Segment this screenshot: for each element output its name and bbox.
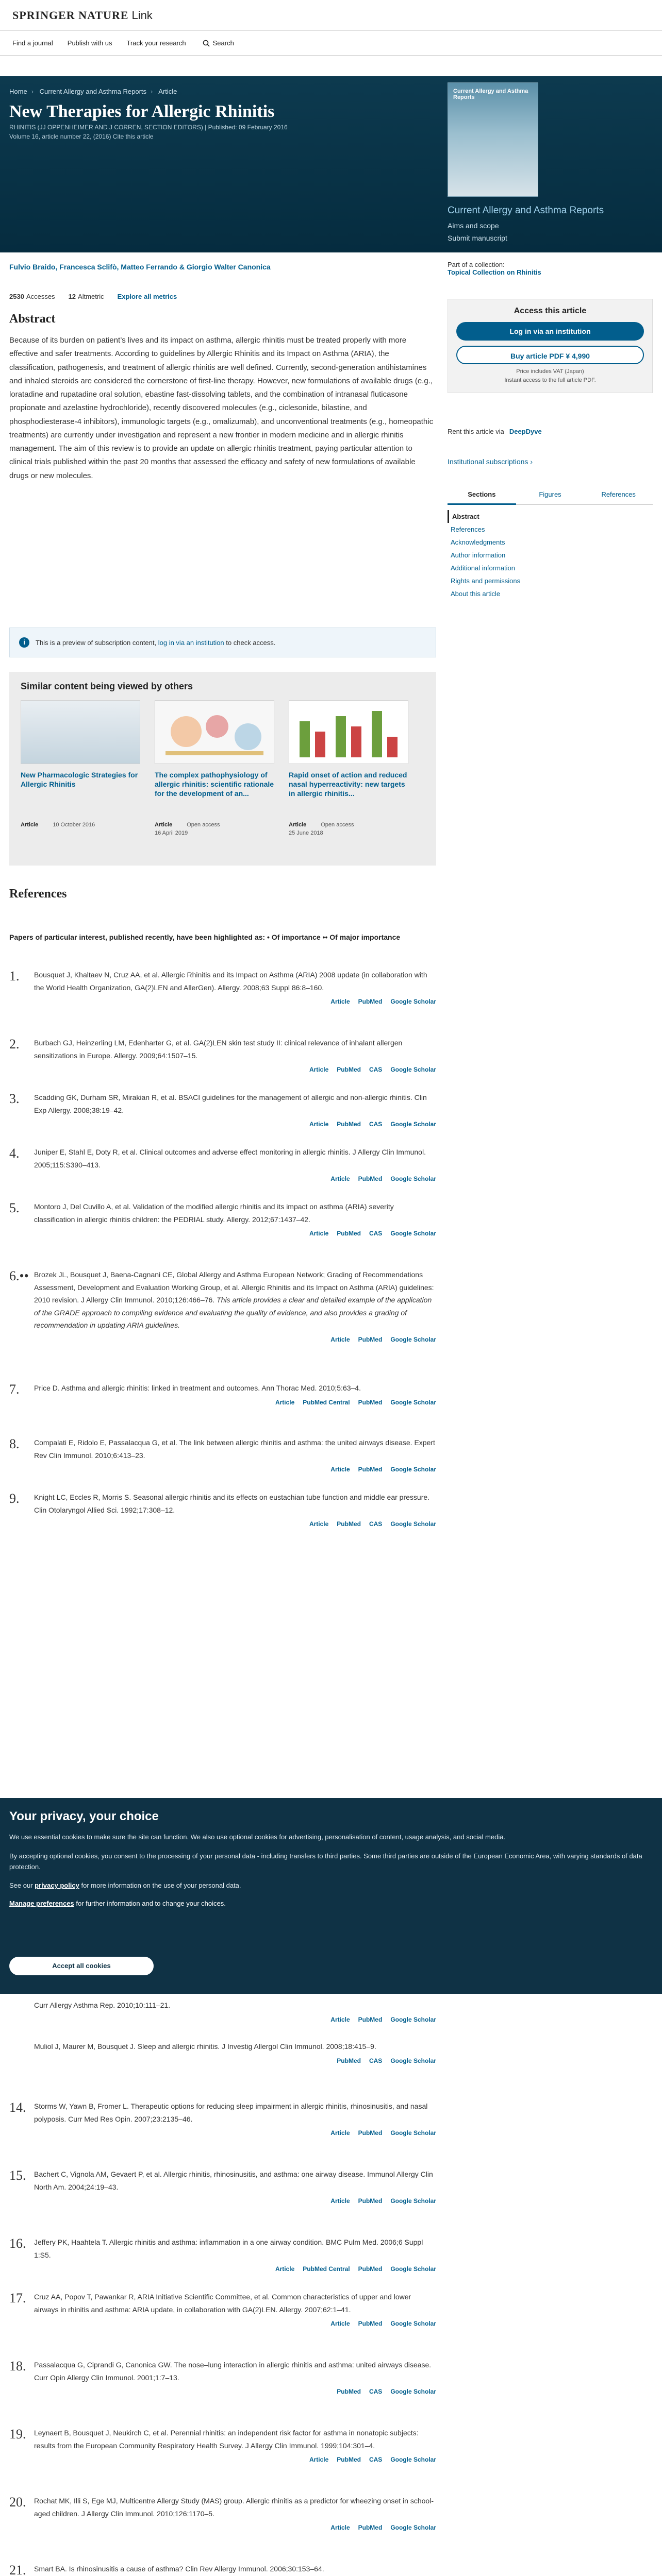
ref-scholar-link[interactable]: Google Scholar [390,2265,436,2273]
ref-scholar-link[interactable]: Google Scholar [390,1335,436,1343]
tab-sections[interactable]: Sections [448,485,516,505]
reference-item: Muliol J, Maurer M, Bousquet J. Sleep and allergic rhinitis. J Investig Allergol Clin Immunol. 2008;18:415–9. PubMed CAS Google Scholar [34,2042,436,2064]
institution-login-button[interactable]: Log in via an institution [456,322,644,341]
explore-metrics-link[interactable]: Explore all metrics [117,293,177,300]
reference-item: 19. Leynaert B, Bousquet J, Neukirch C, et al. Perennial rhinitis: an independent risk factor for asthma in nonatopic subjects: results from the European Community Respiratory Health Survey. J Allergy Clin Immunol. 1999;104:301–4. Article PubMed CAS Google Scholar [9,2427,436,2463]
ref-pubmed-link[interactable]: PubMed [358,2524,383,2531]
ref-scholar-link[interactable]: Google Scholar [390,2388,436,2395]
reference-item: Curr Allergy Asthma Rep. 2010;10:111–21. Article PubMed Google Scholar [34,2001,436,2023]
ref-scholar-link[interactable]: Google Scholar [390,2456,436,2463]
search-button[interactable] [203,39,249,47]
cover-title: Current Allergy and Asthma Reports [453,88,528,100]
author-list[interactable]: Fulvio Braido, Francesca Sclifò, Matteo Ferrando & Giorgio Walter Canonica [9,263,271,271]
ref-article-link[interactable]: Article [330,2129,350,2137]
ref-scholar-link[interactable]: Google Scholar [390,2320,436,2327]
price-note: Price includes VAT (Japan) [516,368,584,375]
ref-scholar-link[interactable]: Google Scholar [390,1175,436,1182]
ref-cas-link[interactable]: CAS [369,1066,383,1073]
submit-manuscript-link[interactable]: Submit manuscript [448,234,507,242]
reference-item: 21. Smart BA. Is rhinosinusitis a cause of asthma? Clin Rev Allergy Immunol. 2006;30:153–64. [9,2563,324,2576]
toc-about-article[interactable]: About this article [451,590,501,598]
article-meta-2[interactable]: Volume 16, article number 22, (2016) Cite this article [9,133,154,140]
breadcrumb: Home › Current Allergy and Asthma Reports › Article [9,88,177,95]
reference-item: 20. Rochat MK, Illi S, Ege MJ, Multicentre Allergy Study (MAS) group. Allergic rhinitis as a predictor for wheezing onset in school-aged children. J Allergy Clin Immunol. 2010;126:1170–5. Article PubMed Google Scholar [9,2495,436,2531]
reference-item: 2. Burbach GJ, Heinzerling LM, Edenharter G, et al. GA(2)LEN skin test study II: clinical relevance of inhalant allergen sensitizations in Europe. Allergy. 2009;64:1507–15. Article PubMed CAS Google Scholar [9,1037,436,1073]
institution-login-link[interactable]: log in via an institution [158,638,224,647]
breadcrumb-article: Article [158,88,177,95]
card-title[interactable]: The complex pathophysiology of allergic rhinitis: scientific rationale for the development of an... [155,771,274,798]
nav-track-research[interactable]: Track your research [126,39,186,47]
ref-scholar-link[interactable]: Google Scholar [390,1066,436,1073]
ref-pubmed-link[interactable]: PubMed [358,2197,383,2205]
buy-pdf-button[interactable]: Buy article PDF ¥ 4,990 [456,346,644,364]
breadcrumb-home[interactable]: Home [9,88,27,95]
ref-scholar-link[interactable]: Google Scholar [390,998,436,1005]
card-type: Article [289,822,307,828]
instant-access-note: Instant access to the full article PDF. [504,377,596,383]
ref-pubmed-link[interactable]: PubMed [337,1230,361,1237]
tab-references[interactable]: References [601,490,636,498]
ref-pubmed-link[interactable]: PubMed [358,2015,383,2023]
ref-cas-link[interactable]: CAS [369,2057,383,2064]
card-date: 10 October 2016 [53,822,95,828]
ref-pmc-link[interactable]: PubMed Central [303,2265,350,2273]
references-heading: References [9,887,67,901]
ref-pubmed-link[interactable]: PubMed [358,2265,383,2273]
ref-article-link[interactable]: Article [309,1230,329,1237]
sidebar-tabs [448,485,653,505]
toc-references[interactable]: References [451,526,485,533]
ref-article-link[interactable]: Article [330,2320,350,2327]
reference-item: 7. Price D. Asthma and allergic rhinitis: linked in treatment and outcomes. Ann Thorac Med. 2010;5:63–4. Article PubMed Central PubMed Google Scholar [9,1382,436,1406]
ref-article-link[interactable]: Article [330,2197,350,2205]
card-thumbnail [21,700,140,764]
cookie-title: Your privacy, your choice [9,1809,159,1823]
reference-item: 9. Knight LC, Eccles R, Morris S. Seasonal allergic rhinitis and its effects on eustachian tube function and middle ear pressure. Clin Otolaryngol Allied Sci. 1992;17:308–12. Article PubMed CAS Google Scholar [9,1491,436,1528]
privacy-policy-link[interactable]: privacy policy [35,1882,79,1890]
ref-cas-link[interactable]: CAS [369,2456,383,2463]
search-label: Search [212,39,234,47]
ref-pubmed-link[interactable]: PubMed [358,1398,383,1406]
cookie-banner [0,1798,662,1994]
ref-article-link[interactable]: Article [275,2265,295,2273]
rent-article [448,428,653,435]
ref-scholar-link[interactable]: Google Scholar [390,1398,436,1406]
ref-article-link[interactable]: Article [309,1121,329,1128]
cookie-text-1: We use essential cookies to make sure the site can function. We also use optional cookies for advertising, personalisation of content, usage analysis, and social media. [9,1833,506,1841]
reference-item: 17. Cruz AA, Popov T, Pawankar R, ARIA Initiative Scientific Committee, et al. Common characteristics of upper and lower airways in rhinitis and asthma: ARIA update, in collaboration with GA(2)LEN. Allergy. 2007;62:1–41. Article PubMed Google Scholar [9,2291,436,2327]
collection-info [448,261,653,276]
preview-suffix: to check access. [226,638,276,647]
chevron-right-icon: › [530,457,533,466]
reference-item: 3. Scadding GK, Durham SR, Mirakian R, et al. BSACI guidelines for the management of allergic and non-allergic rhinitis. Clin Exp Allergy. 2008;38:19–42. Article PubMed CAS Google Scholar [9,1091,436,1128]
ref-pubmed-link[interactable]: PubMed [358,998,383,1005]
toc-abstract[interactable]: Abstract [448,510,653,523]
ref-article-link[interactable]: Article [330,2015,350,2023]
ref-scholar-link[interactable]: Google Scholar [390,2129,436,2137]
ref-article-link[interactable]: Article [330,1466,350,1473]
ref-pubmed-link[interactable]: PubMed [337,1520,361,1528]
ref-article-link[interactable]: Article [309,1066,329,1073]
ref-scholar-link[interactable]: Google Scholar [390,1121,436,1128]
ref-article-link[interactable]: Article [330,2524,350,2531]
search-icon [203,40,210,47]
ref-article-link[interactable]: Article [330,1175,350,1182]
ref-cas-link[interactable]: CAS [369,1520,383,1528]
similar-card[interactable] [289,700,408,836]
card-title[interactable]: New Pharmacologic Strategies for Allergic Rhinitis [21,771,138,789]
tab-figures[interactable]: Figures [539,490,561,498]
bar-figure-icon [289,701,408,764]
ref-article-link[interactable]: Article [309,2456,329,2463]
ref-pubmed-link[interactable]: PubMed [358,2320,383,2327]
abstract-text: Because of its burden on patient’s lives and its impact on asthma, allergic rhinitis must be treated properly with more effective and safer treatments. According to guidelines by Allergic Rhinitis and its Impact on Asthma (ARIA), the classification, pathogenesis, and treatment of allergic rhinitis are well defined. Currently, second-generation antihistamines and inhaled steroids are considered the cornerstone of first-line therapy. However, new formulations of available drugs (e.g., loratadine and rupatadine oral solution, ebastine fast-dissolving tablets, and the combination of intranasal fluticasone propionate and azelastine hydrochloride), recently discovered molecules (e.g., ciclesonide, bilastine, and phosphodiesterase-4 inhibitors), immunologic targets (e.g., omalizumab), and unconventional treatments (e.g., homeopathic treatments) are currently under investigation and represent a new frontier in modern medicine and in allergic rhinitis management. The aim of this review is to provide an update on allergic rhinitis treatment, paying particular attention to clinical trials published within the past 20 months that assessed the efficacy and safety of new formulations of available drugs or new molecules. [9,336,434,480]
ref-pubmed-link[interactable]: PubMed [337,1121,361,1128]
brand-link-word: Link [131,8,153,22]
card-thumbnail [155,700,274,764]
ref-pubmed-link[interactable]: PubMed [358,1175,383,1182]
journal-cover[interactable] [448,82,538,197]
table-of-contents [448,510,653,600]
reference-item: 16. Jeffery PK, Haahtela T. Allergic rhinitis and asthma: inflammation in a one airway condition. BMC Pulm Med. 2006;6 Suppl 1:S5. Article PubMed Central PubMed Google Scholar [9,2236,436,2273]
cookie-text-3: See our privacy policy for more information on the use of your personal data. [9,1882,241,1890]
card-date: 25 June 2018 [289,830,323,836]
ref-article-link[interactable]: Article [309,1520,329,1528]
altmetric-metric: 12 Altmetric [68,293,104,300]
references-note: Papers of particular interest, published recently, have been highlighted as: • Of importance •• Of major importance [9,933,401,941]
reference-item: 5. Montoro J, Del Cuvillo A, et al. Validation of the modified allergic rhinitis and its impact on asthma (ARIA) severity classification in allergic rhinitis children: the PEDRIAL study. Allergy. 2012;67:1437–42. Article PubMed CAS Google Scholar [9,1200,436,1237]
breadcrumb-journal[interactable]: Current Allergy and Asthma Reports [39,88,147,95]
info-icon: i [19,637,29,648]
reference-item: 4. Juniper E, Stahl E, Doty R, et al. Clinical outcomes and adverse effect monitoring in allergic rhinitis. J Allergy Clin Immunol. 2005;115:S390–413. Article PubMed Google Scholar [9,1146,436,1182]
ref-cas-link[interactable]: CAS [369,1230,383,1237]
similar-content [9,672,436,866]
access-box [448,299,653,393]
abstract-heading: Abstract [9,312,56,326]
card-title[interactable]: Rapid onset of action and reduced nasal hyperreactivity: new targets in allergic rhinitis... [289,771,407,798]
card-access: Open access [187,822,220,828]
preview-text: This is a preview of subscription content, [36,638,157,647]
reference-item: 8. Compalati E, Ridolo E, Passalacqua G, et al. The link between allergic rhinitis and asthma: the united airways disease. Expert Rev Clin Immunol. 2010;6:413–23. Article PubMed Google Scholar [9,1436,436,1473]
ref-pubmed-link[interactable]: PubMed [358,1335,383,1343]
ref-scholar-link[interactable]: Google Scholar [390,1466,436,1473]
accept-cookies-button[interactable]: Accept all cookies [9,1957,154,1975]
ref-article-link[interactable]: Article [330,1335,350,1343]
ref-cas-link[interactable]: CAS [369,1121,383,1128]
ref-pubmed-link[interactable]: PubMed [337,2388,361,2395]
reference-item: 6.•• Brozek JL, Bousquet J, Baena-Cagnani CE, Global Allergy and Asthma European Network; Grading of Recommendations Assessment, Development and Evaluation Working Group, et al. Allergic Rhinitis and its Impact on Asthma (ARIA) guidelines: 2010 revision. J Allergy Clin Immunol. 2010;126:466–76. This article provides a clear and detailed example of the application of the GRADE approach to compiling evidence and evaluating the quality of evidence, and also provides a grading of recommendation in updating ARIA guidelines. Article PubMed Google Scholar [9,1268,436,1343]
ref-scholar-link[interactable]: Google Scholar [390,2197,436,2205]
ref-pmc-link[interactable]: PubMed Central [303,1398,350,1406]
pathophysiology-figure-icon [155,701,274,764]
top-bar [0,0,662,31]
article-hero [0,76,662,252]
article-meta-1: RHINITIS (JJ OPPENHEIMER AND J CORREN, SECTION EDITORS) | Published: 09 February 2016 [9,124,288,131]
reference-item: 1. Bousquet J, Khaltaev N, Cruz AA, et al. Allergic Rhinitis and its Impact on Asthma (ARIA) 2008 update (in collaboration with the World Health Organization, GA(2)LEN and AllerGen). Allergy. 2008;63 Suppl 86:8–160. Article PubMed Google Scholar [9,969,436,1005]
reference-item: 15. Bachert C, Vignola AM, Gevaert P, et al. Allergic rhinitis, rhinosinusitis, and asthma: one airway disease. Immunol Allergy Clin North Am. 2004;24:19–43. Article PubMed Google Scholar [9,2168,436,2205]
ref-scholar-link[interactable]: Google Scholar [390,1520,436,1528]
ref-pubmed-link[interactable]: PubMed [337,2057,361,2064]
institutional-subscriptions-link[interactable]: Institutional subscriptions › [448,457,533,466]
sub-navigation [0,31,662,56]
ref-pubmed-link[interactable]: PubMed [337,1066,361,1073]
collection-label: Part of a collection: [448,261,505,268]
ref-article-link[interactable]: Article [275,1398,295,1406]
card-date: 16 April 2019 [155,830,188,836]
similar-heading: Similar content being viewed by others [21,681,193,691]
toc-additional-information[interactable]: Additional information [451,564,516,572]
nav-publish[interactable]: Publish with us [67,39,112,47]
similar-card[interactable] [155,700,274,836]
ref-article-link[interactable]: Article [330,998,350,1005]
nav-find-journal[interactable]: Find a journal [12,39,53,47]
rent-label: Rent this article via [448,428,504,435]
brand-logo[interactable] [12,9,153,22]
ref-pubmed-link[interactable]: PubMed [337,2456,361,2463]
card-type: Article [155,822,173,828]
ref-cas-link[interactable]: CAS [369,2388,383,2395]
article-metrics [9,293,436,300]
ref-scholar-link[interactable]: Google Scholar [390,2015,436,2023]
brand-name: SPRINGER NATURE [12,8,129,22]
accesses-metric: 2530 Accesses [9,293,55,300]
card-type: Article [21,822,39,828]
card-thumbnail [289,700,408,764]
access-heading: Access this article [514,307,587,315]
page-title: New Therapies for Allergic Rhinitis [9,102,275,121]
preview-notice [9,628,436,657]
cookie-text-2: By accepting optional cookies, you consent to the processing of your personal data - including transfers to third parties. Some third parties are outside of the European Economic Area, with varying standards of data protection. [9,1852,642,1871]
toc-rights-permissions[interactable]: Rights and permissions [451,577,521,585]
journal-name-link[interactable]: Current Allergy and Asthma Reports [448,205,604,216]
reference-item: 18. Passalacqua G, Ciprandi G, Canonica GW. The nose–lung interaction in allergic rhinitis and asthma: united airways disease. Curr Opin Allergy Clin Immunol. 2001;1:7–13. PubMed CAS Google Scholar [9,2359,436,2395]
reference-item: 14. Storms W, Yawn B, Fromer L. Therapeutic options for reducing sleep impairment in allergic rhinitis, rhinosinusitis, and nasal polyposis. Curr Med Res Opin. 2007;23:2135–46. Article PubMed Google Scholar [9,2100,436,2137]
deepdyve-link[interactable]: DeepDyve [509,428,542,435]
manage-preferences-link[interactable]: Manage preferences [9,1900,74,1908]
toc-author-information[interactable]: Author information [451,551,506,559]
aims-scope-link[interactable]: Aims and scope [448,222,499,230]
ref-scholar-link[interactable]: Google Scholar [390,1230,436,1237]
ref-scholar-link[interactable]: Google Scholar [390,2057,436,2064]
manage-preferences-row: Manage preferences for further information and to change your choices. [9,1900,226,1908]
collection-link[interactable]: Topical Collection on Rhinitis [448,268,541,276]
toc-acknowledgments[interactable]: Acknowledgments [451,538,505,546]
ref-pubmed-link[interactable]: PubMed [358,1466,383,1473]
similar-card[interactable] [21,700,140,836]
ref-scholar-link[interactable]: Google Scholar [390,2524,436,2531]
ref-pubmed-link[interactable]: PubMed [358,2129,383,2137]
card-access: Open access [321,822,354,828]
